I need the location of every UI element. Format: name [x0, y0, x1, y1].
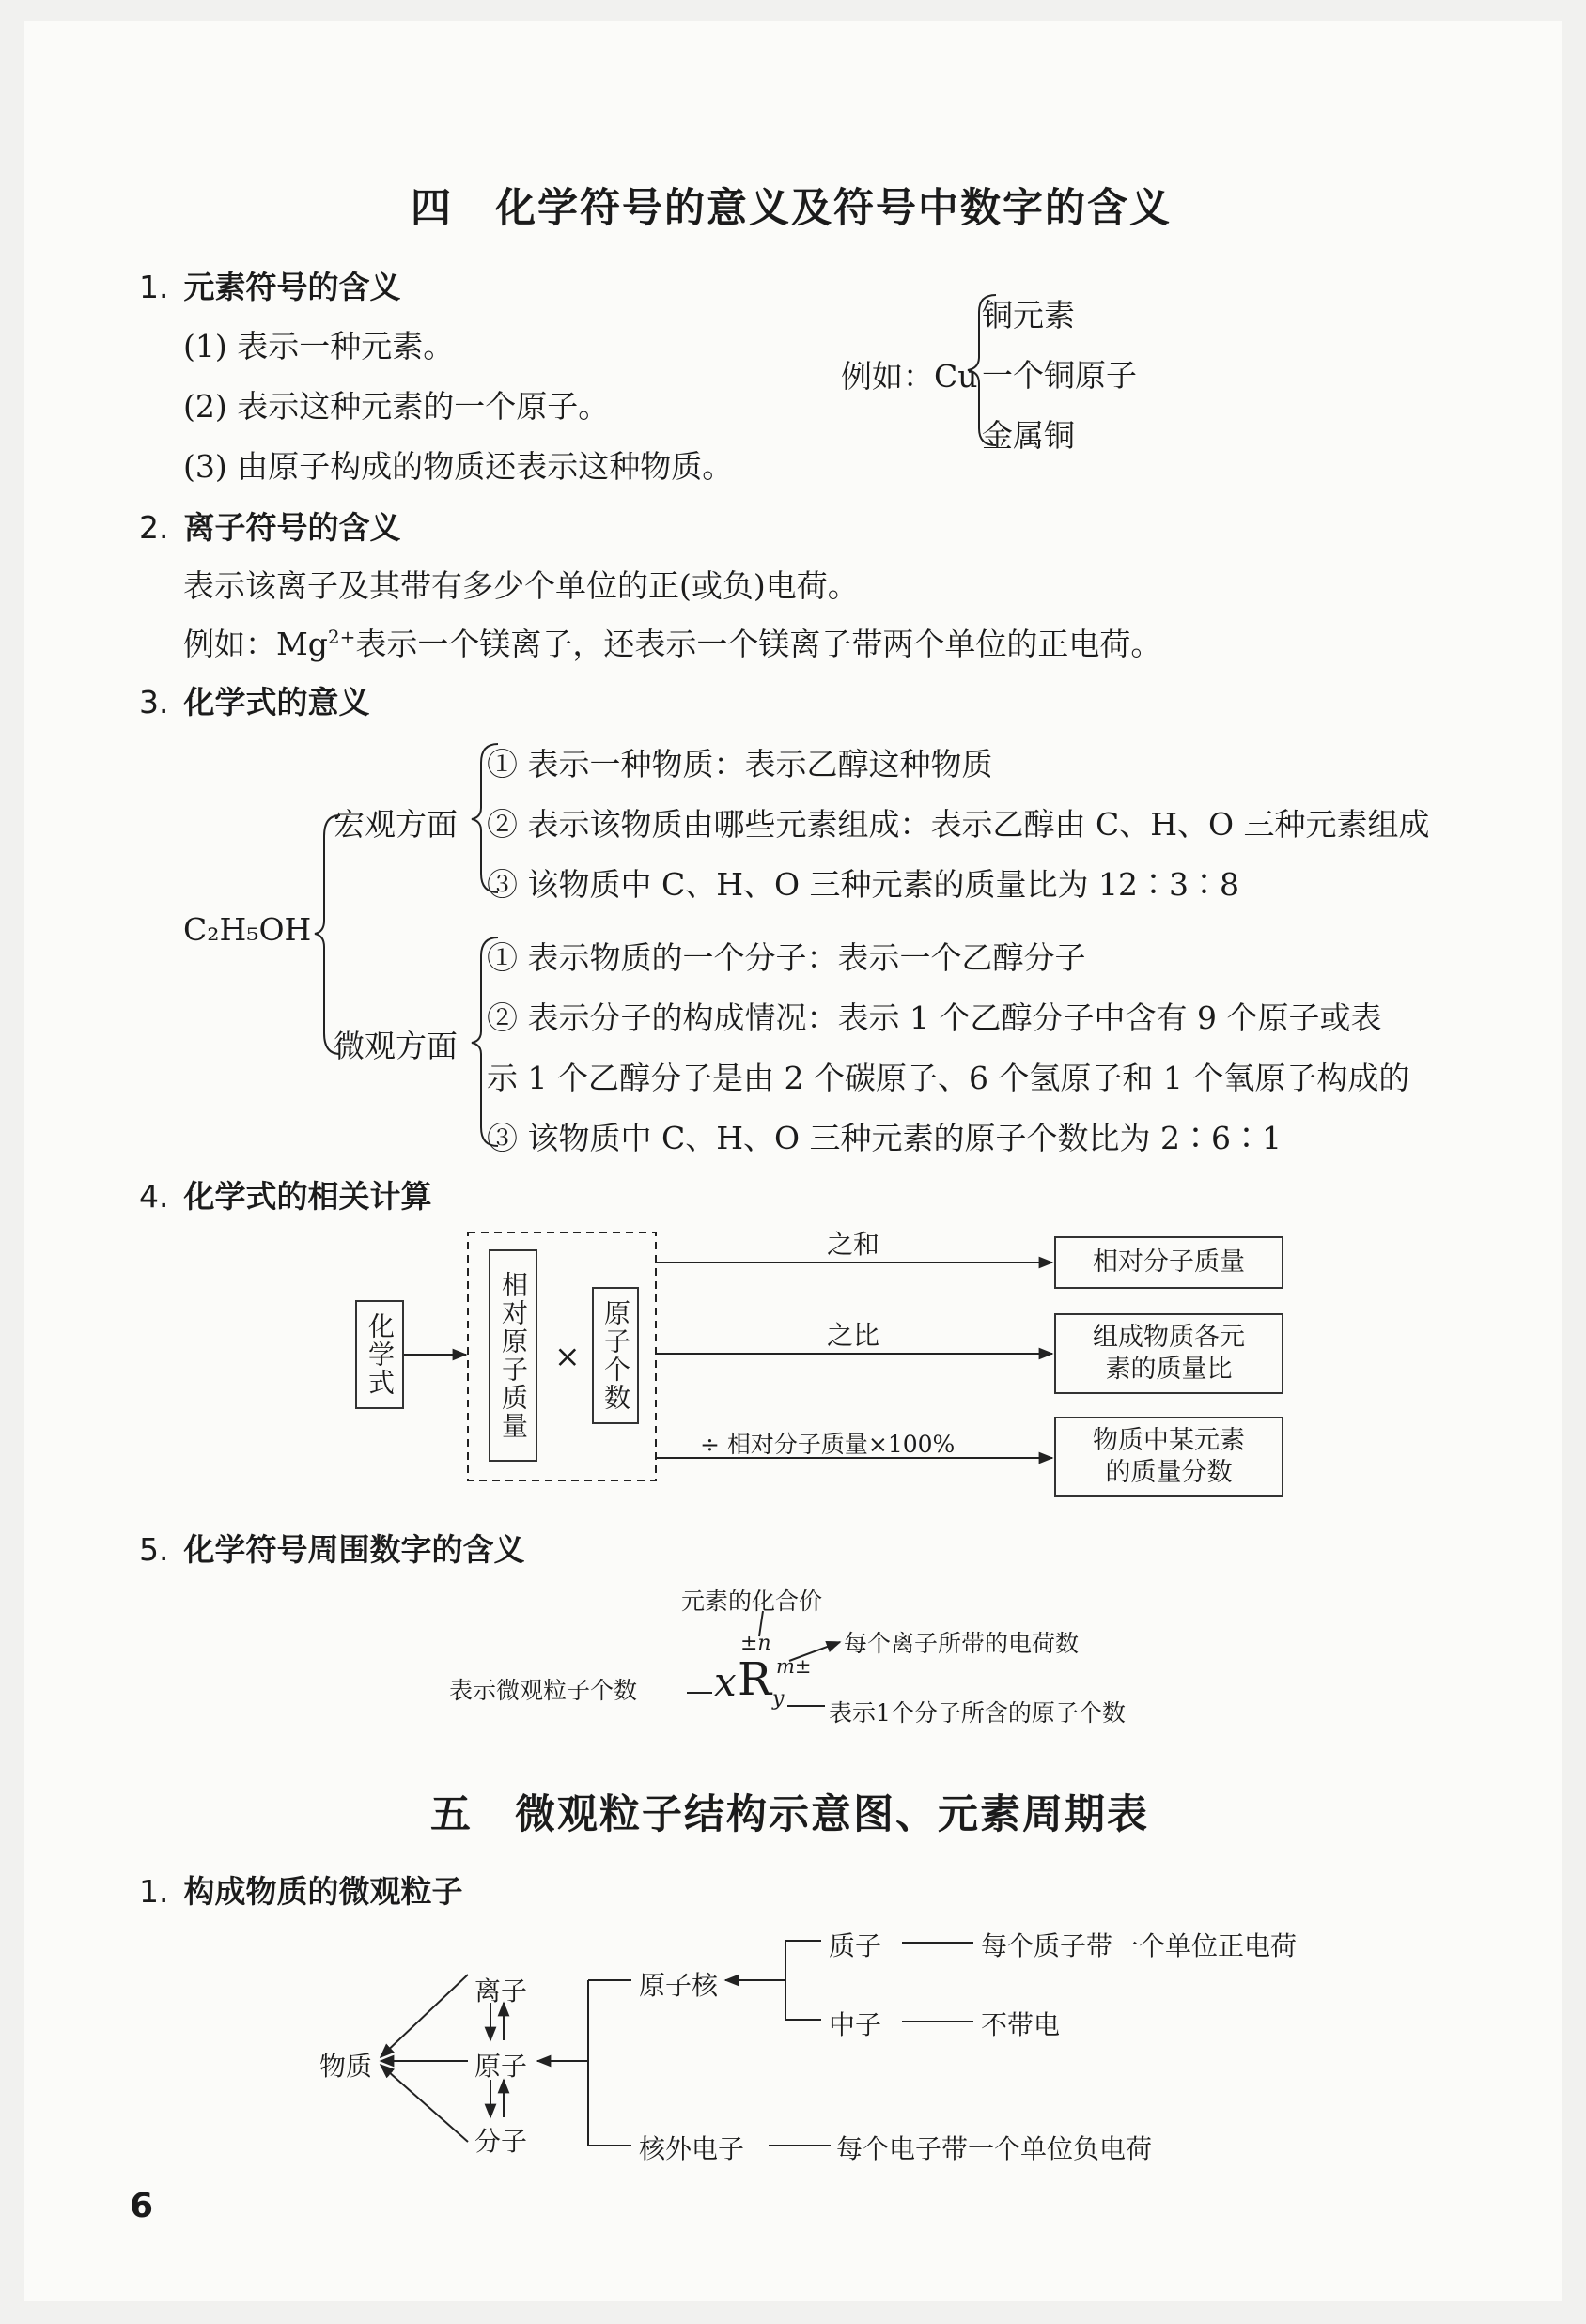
cu-meaning-element: 铜元素: [982, 297, 1075, 333]
matter-label: 物质: [319, 2051, 373, 2082]
formula-brace: [315, 815, 340, 1054]
result-molecular-mass: 相对分子质量: [1054, 1236, 1283, 1289]
op-divide: ÷ 相对分子质量×100%: [700, 1431, 956, 1458]
atom-count-label: 表示1个分子所含的原子个数: [829, 1699, 1126, 1727]
result-mass-fraction: 物质中某元素 的质量分数: [1054, 1417, 1283, 1497]
macro-item-3: ③ 该物质中 C、H、O 三种元素的质量比为 12∶3∶8: [487, 866, 1240, 903]
item-1-heading: 1. 元素符号的含义: [139, 269, 401, 305]
macro-brace: [472, 744, 498, 892]
electron-label: 核外电子: [639, 2133, 745, 2164]
proton-label: 质子: [829, 1930, 882, 1961]
charge-sign: m±: [776, 1655, 812, 1678]
calc-dashed-box: [468, 1232, 656, 1480]
atom-count-box: 原子个数: [592, 1287, 639, 1424]
micro-brace: [472, 937, 498, 1146]
proton-desc: 每个质子带一个单位正电荷: [981, 1930, 1298, 1961]
ion-meaning: 表示该离子及其带有多少个单位的正(或负)电荷。: [183, 567, 859, 604]
item-5-heading: 5. 化学符号周围数字的含义: [139, 1531, 525, 1568]
micro-item-1: ① 表示物质的一个分子：表示一个乙醇分子: [487, 939, 1086, 976]
section-4-title: 四 化学符号的意义及符号中数字的含义: [411, 185, 1172, 232]
result-mass-ratio: 组成物质各元 素的质量比: [1054, 1313, 1283, 1394]
cu-meaning-substance: 金属铜: [982, 417, 1075, 454]
macro-item-1: ① 表示一种物质：表示乙醇这种物质: [487, 746, 993, 782]
page-number: 6: [130, 2187, 154, 2225]
electron-desc: 每个电子带一个单位负电荷: [836, 2133, 1153, 2164]
relative-atomic-mass-box: 相对原子质量: [489, 1249, 537, 1462]
element-meaning-1: (1) 表示一种元素。: [183, 328, 455, 364]
item-2-heading: 2. 离子符号的含义: [139, 509, 401, 546]
micro-label: 微观方面: [334, 1028, 458, 1064]
item-3-heading: 3. 化学式的意义: [139, 684, 370, 720]
atom-label: 原子: [474, 2051, 528, 2082]
section-5-title: 五 微观粒子结构示意图、元素周期表: [430, 1791, 1149, 1838]
element-meaning-3: (3) 由原子构成的物质还表示这种物质。: [183, 448, 734, 485]
op-sum: 之和: [827, 1229, 880, 1260]
macro-label: 宏观方面: [334, 806, 458, 843]
micro-item-2: ② 表示分子的构成情况：表示 1 个乙醇分子中含有 9 个原子或表: [487, 999, 1382, 1036]
neutron-label: 中子: [829, 2009, 882, 2040]
op-ratio: 之比: [827, 1320, 880, 1351]
subscript-y: y: [772, 1687, 785, 1711]
cu-meaning-atom: 一个铜原子: [982, 357, 1137, 394]
times-sign: ×: [554, 1338, 581, 1374]
valence-label: 元素的化合价: [681, 1588, 823, 1615]
macro-item-2: ② 表示该物质由哪些元素组成：表示乙醇由 C、H、O 三种元素组成: [487, 806, 1430, 843]
molecule-label: 分子: [474, 2126, 528, 2157]
formula-box: 化学式: [355, 1300, 404, 1409]
element-meaning-2: (2) 表示这种元素的一个原子。: [183, 388, 610, 425]
cu-example-label: 例如：Cu: [841, 358, 978, 395]
particle-count-label: 表示微观粒子个数: [449, 1677, 638, 1704]
charge-label: 每个离子所带的电荷数: [844, 1630, 1080, 1657]
micro-item-3: ③ 该物质中 C、H、O 三种元素的原子个数比为 2∶6∶1: [487, 1120, 1283, 1156]
element-R: R: [738, 1653, 772, 1706]
valence-sign: ±n: [740, 1632, 771, 1655]
ion-example: 例如：$Mg^{2+}$表示一个镁离子，还表示一个镁离子带两个单位的正电荷。: [183, 626, 1162, 662]
nucleus-label: 原子核: [639, 1970, 719, 2001]
ion-label: 离子: [474, 1975, 528, 2006]
item-4-heading: 4. 化学式的相关计算: [139, 1178, 432, 1215]
neutron-desc: 不带电: [981, 2009, 1061, 2040]
micro-item-2-cont: 示 1 个乙醇分子是由 2 个碳原子、6 个氢原子和 1 个氧原子构成的: [487, 1060, 1410, 1096]
coefficient-x: x: [714, 1659, 737, 1705]
ethanol-formula: C₂H₅OH: [183, 911, 312, 948]
cu-brace: [968, 295, 996, 445]
section-5-item-1-heading: 1. 构成物质的微观粒子: [139, 1873, 463, 1910]
